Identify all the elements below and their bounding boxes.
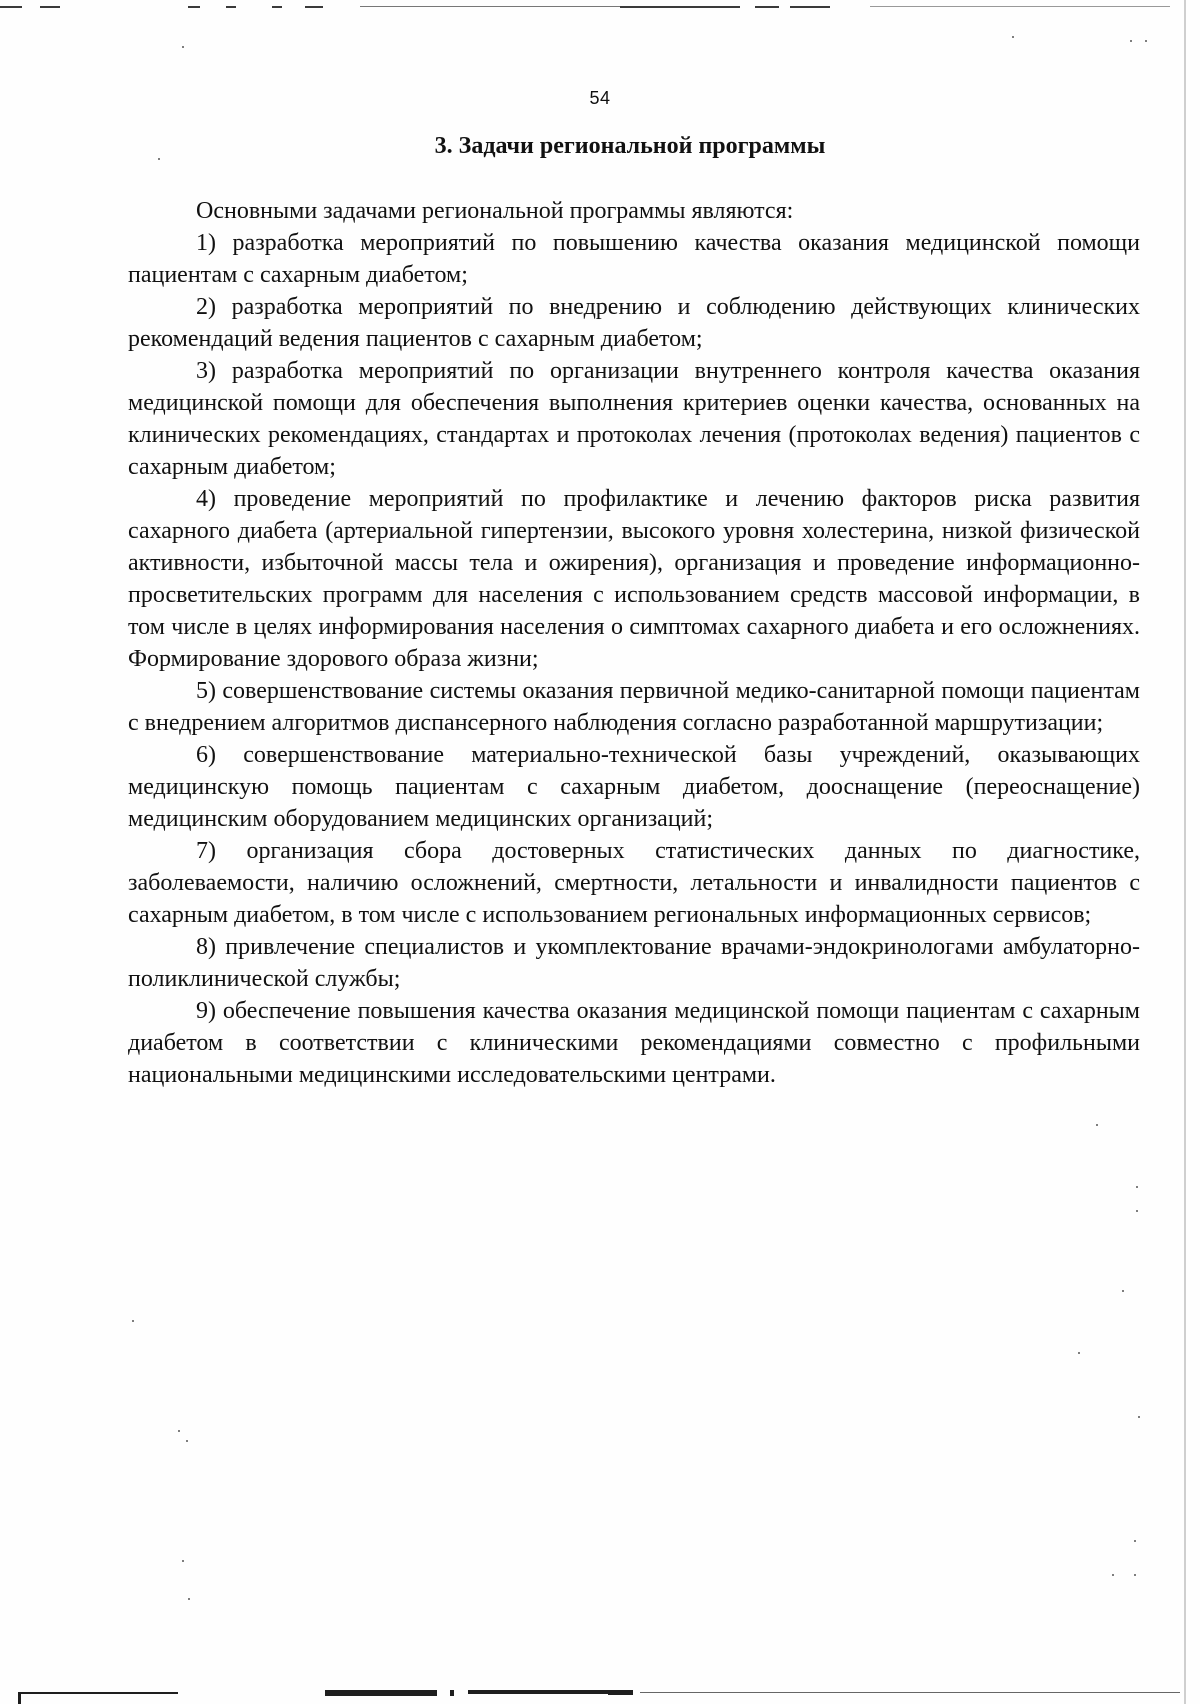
- scan-speck: [1012, 36, 1014, 38]
- scan-speck: [186, 1440, 188, 1442]
- task-item: 7) организация сбора достоверных статистических данных по диагностике, заболеваемости, наличию осложнений, смертности, летальности и инвалидности пациентов с сахарным диабетом, в том числе с использованием региональных информационных сервисов;: [128, 838, 1140, 928]
- scan-speck: [1136, 1186, 1138, 1188]
- scan-speck: [1078, 1352, 1080, 1354]
- task-item: 2) разработка мероприятий по внедрению и соблюдению действующих клинических рекомендаций ведения пациентов с сахарным диабетом;: [128, 294, 1140, 352]
- scan-speck: [1145, 40, 1147, 42]
- scan-speck: [1096, 1124, 1098, 1126]
- scan-speck: [182, 46, 184, 48]
- scan-speck: [1138, 1416, 1140, 1418]
- scan-speck: [178, 1430, 180, 1432]
- scan-speck: [1130, 40, 1132, 42]
- scan-edge-bottom: [0, 1680, 1200, 1704]
- scan-speck: [1134, 1540, 1136, 1542]
- scan-speck: [1136, 1210, 1138, 1212]
- scan-speck: [188, 1598, 190, 1600]
- scan-speck: [132, 1320, 134, 1322]
- task-item: 3) разработка мероприятий по организации внутреннего контроля качества оказания медицинской помощи для обеспечения выполнения критериев оценки качества, основанных на клинических рекомендациях, стандартах и протоколах лечения (протоколах ведения) пациентов с сахарным диабетом;: [128, 358, 1140, 480]
- scan-speck: [1112, 1574, 1114, 1576]
- scan-speck: [1134, 1574, 1136, 1576]
- scan-speck: [182, 1560, 184, 1562]
- task-item: 4) проведение мероприятий по профилактике и лечению факторов риска развития сахарного диабета (артериальной гипертензии, высокого уровня холестерина, низкой физической активности, избыточной массы тела и ожирения), организация и проведение информационно-просветительских программ для населения с использованием средств массовой информации, в том числе в целях информирования населения о симптомах сахарного диабета и его осложнениях. Формирование здорового образа жизни;: [128, 486, 1140, 672]
- scan-edge-top: [0, 0, 1200, 14]
- scan-edge-right: [1184, 0, 1186, 1704]
- task-item: 8) привлечение специалистов и укомплектование врачами-эндокринологами амбулаторно-поликлинической службы;: [128, 934, 1140, 992]
- page-number: 54: [589, 88, 611, 108]
- intro-paragraph: Основными задачами региональной программы являются:: [196, 198, 794, 224]
- scan-speck: [1122, 1290, 1124, 1292]
- section-title: 3. Задачи региональной программы: [434, 133, 826, 159]
- task-item: 9) обеспечение повышения качества оказания медицинской помощи пациентам с сахарным диабетом в соответствии с клиническими рекомендациями совместно с профильными национальными медицинскими исследовательскими центрами.: [128, 998, 1140, 1088]
- task-item: 5) совершенствование системы оказания первичной медико-санитарной помощи пациентам с внедрением алгоритмов диспансерного наблюдения согласно разработанной маршрутизации;: [128, 678, 1140, 736]
- task-item: 6) совершенствование материально-технической базы учреждений, оказывающих медицинскую помощь пациентам с сахарным диабетом, дооснащение (переоснащение) медицинским оборудованием медицинских организаций;: [128, 742, 1140, 832]
- task-item: 1) разработка мероприятий по повышению качества оказания медицинской помощи пациентам с сахарным диабетом;: [128, 230, 1140, 288]
- body-text: [128, 195, 1140, 1091]
